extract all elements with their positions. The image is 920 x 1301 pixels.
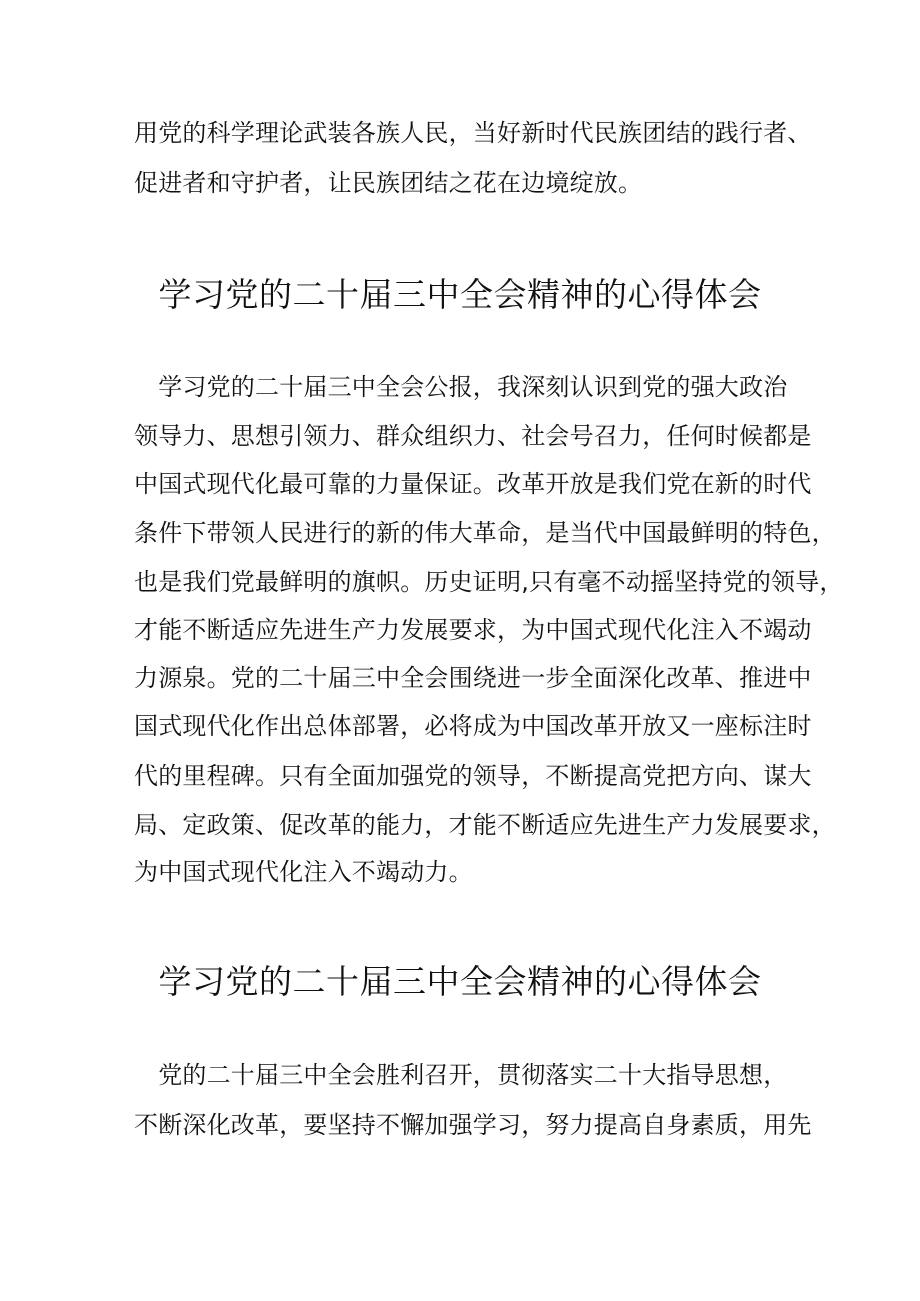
paragraph-line: 促进者和守护者，让民族团结之花在边境绽放。 [134, 169, 643, 197]
paragraph-line: 中国式现代化最可靠的力量保证。改革开放是我们党在新的时代 [134, 470, 812, 498]
paragraph-line: 为中国式现代化注入不竭动力。 [134, 858, 473, 886]
paragraph-line: 领导力、思想引领力、群众组织力、社会号召力，任何时候都是 [134, 422, 812, 450]
paragraph-line: 也是我们党最鲜明的旗帜。历史证明,只有毫不动摇坚持党的领导， [134, 568, 844, 596]
paragraph-line: 学习党的二十届三中全会公报，我深刻认识到党的强大政治 [134, 373, 788, 401]
section-title: 学习党的二十届三中全会精神的心得体会 [158, 275, 762, 314]
paragraph-line: 力源泉。党的二十届三中全会围绕进一步全面深化改革、推进中 [134, 664, 812, 692]
paragraph-line: 条件下带领人民进行的新的伟大革命，是当代中国最鲜明的特色， [134, 519, 836, 547]
section-title: 学习党的二十届三中全会精神的心得体会 [158, 962, 762, 1001]
paragraph-line: 党的二十届三中全会胜利召开，贯彻落实二十大指导思想， [134, 1061, 788, 1089]
paragraph-line: 局、定政策、促改革的能力，才能不断适应先进生产力发展要求， [134, 811, 836, 839]
paragraph-line: 国式现代化作出总体部署，必将成为中国改革开放又一座标注时 [134, 712, 812, 740]
paragraph-line: 才能不断适应先进生产力发展要求，为中国式现代化注入不竭动 [134, 616, 812, 644]
paragraph-line: 代的里程碑。只有全面加强党的领导，不断提高党把方向、谋大 [134, 762, 812, 790]
paragraph-line: 不断深化改革，要坚持不懈加强学习，努力提高自身素质，用先 [134, 1111, 812, 1139]
paragraph-line: 用党的科学理论武装各族人民，当好新时代民族团结的践行者、 [134, 119, 812, 147]
